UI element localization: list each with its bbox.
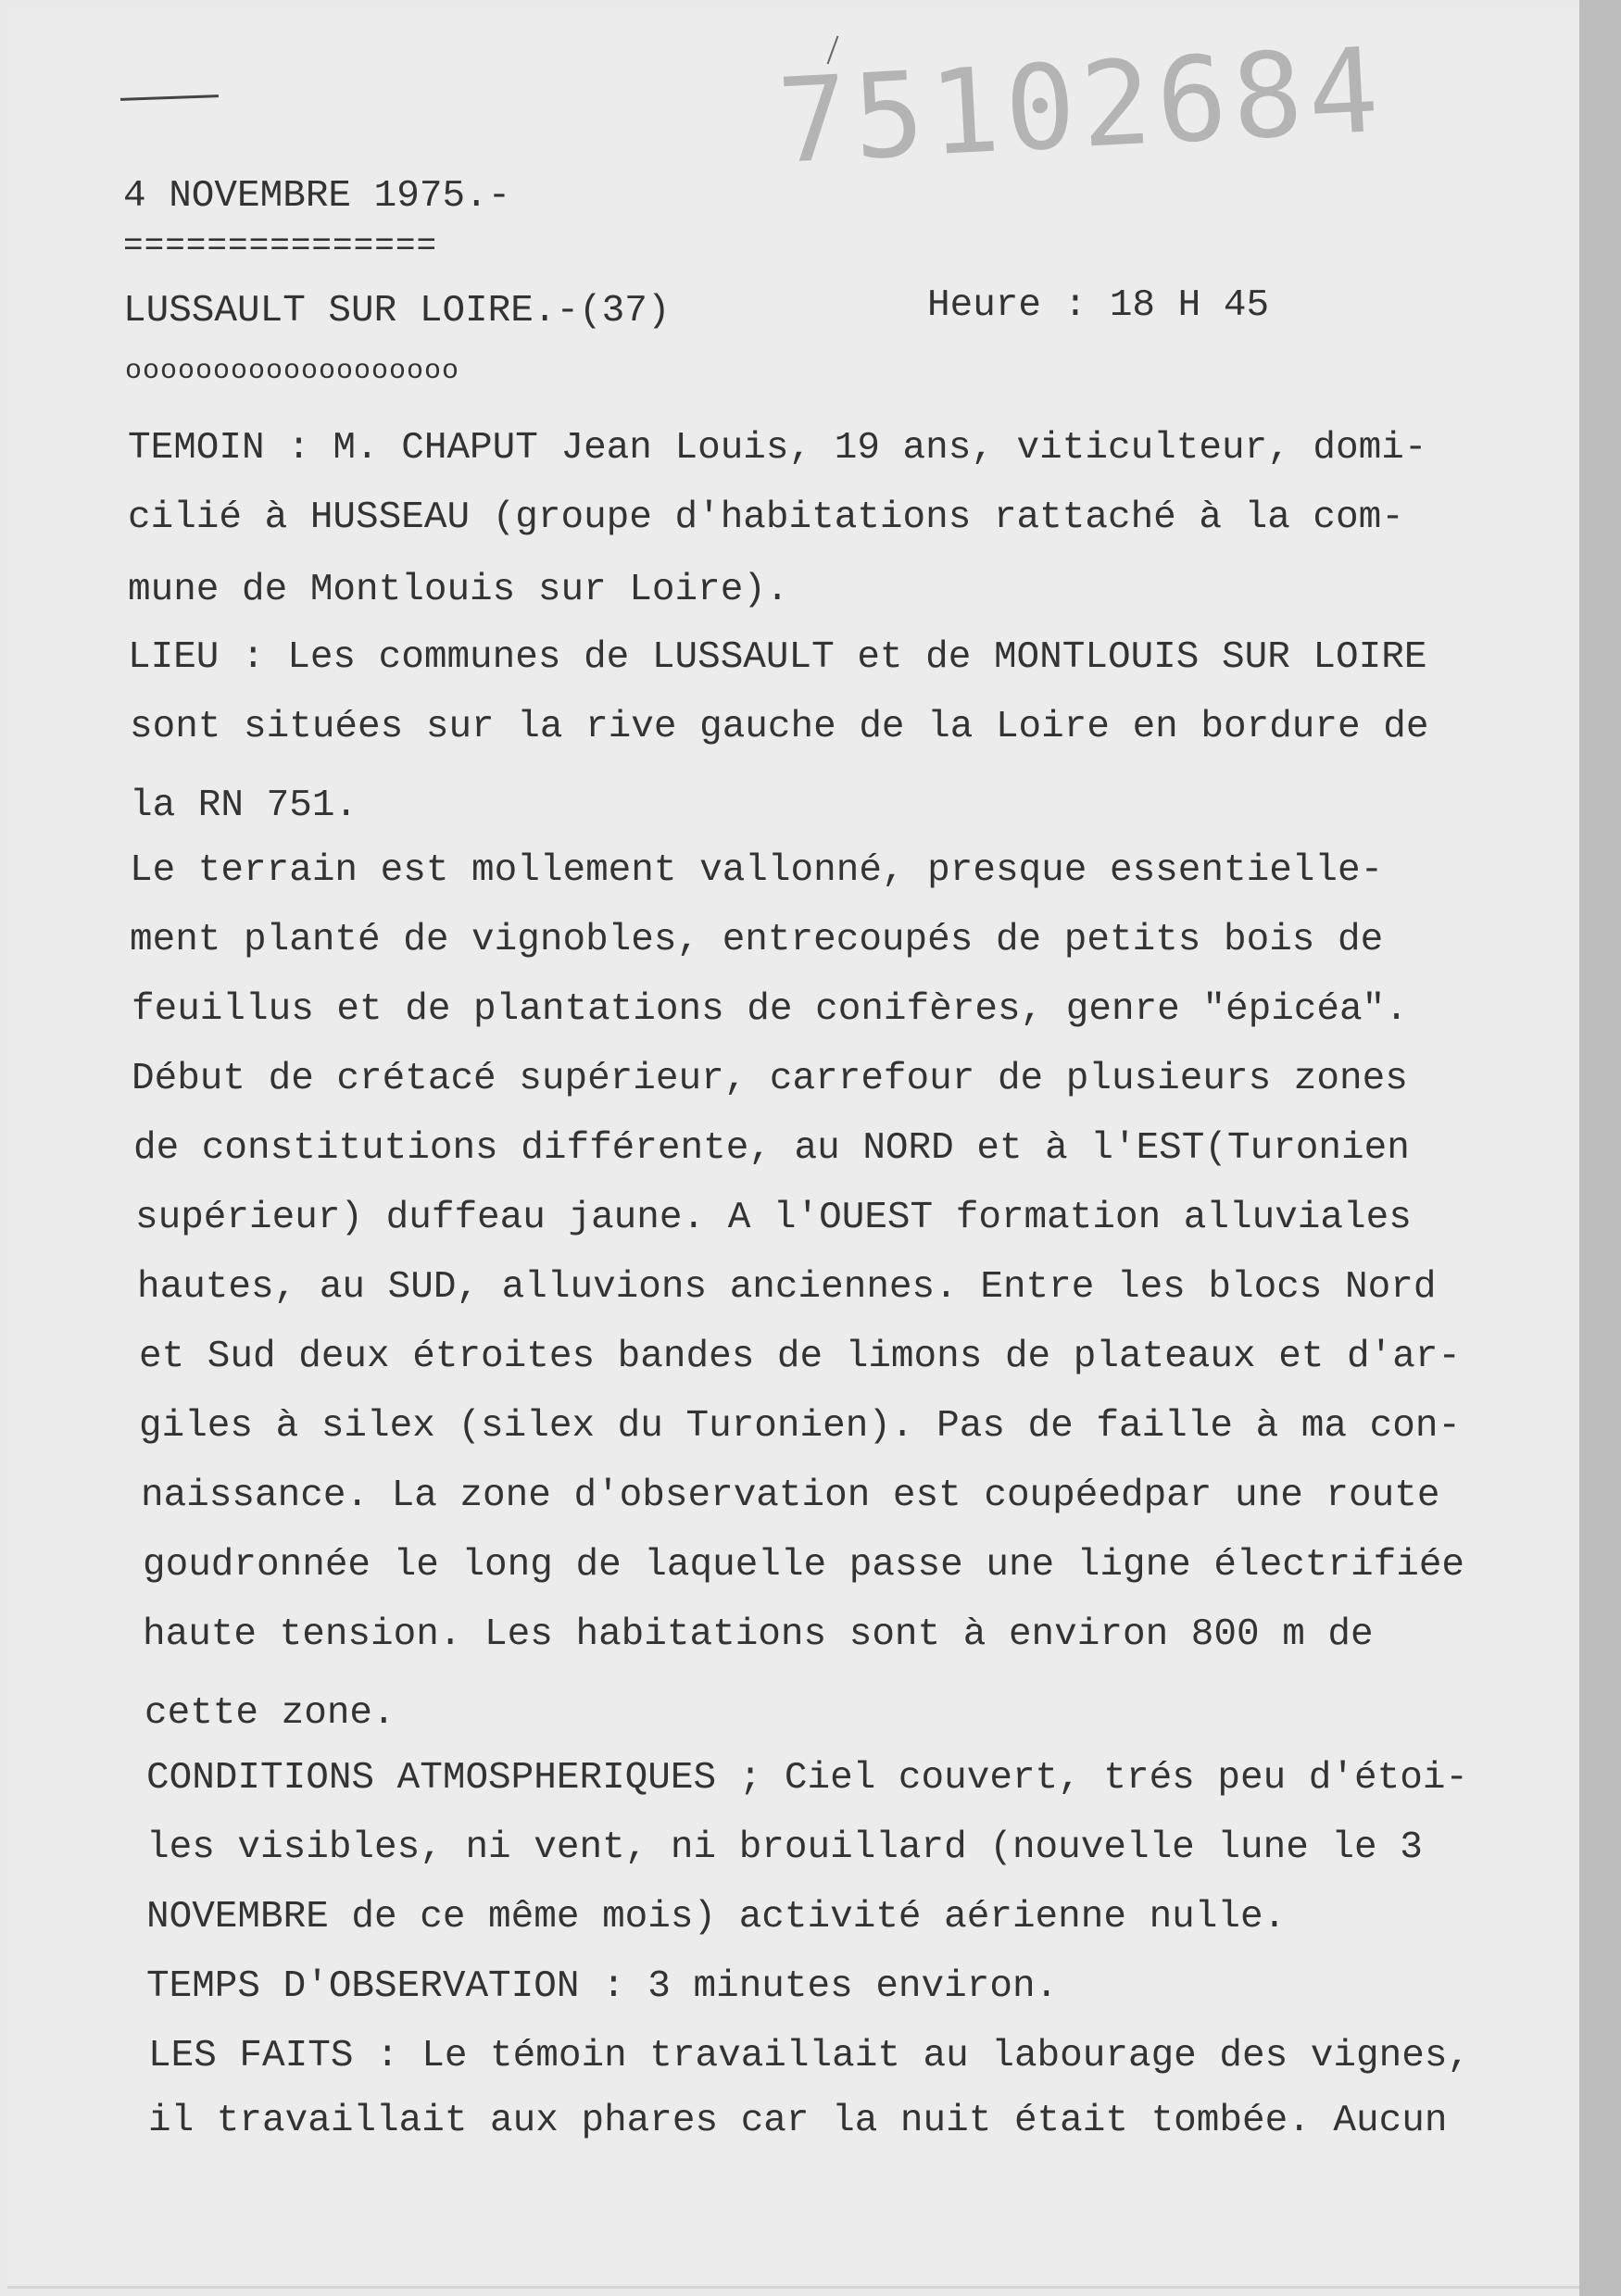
text-line: de constitutions différente, au NORD et à l'EST(Turonien	[133, 1127, 1410, 1170]
text-line: Le terrain est mollement vallonné, presque essentielle-	[130, 849, 1384, 892]
text-line: LIEU : Les communes de LUSSAULT et de MONTLOUIS SUR LOIRE	[128, 636, 1427, 679]
text-line: cilié à HUSSEAU (groupe d'habitations rattaché à la com-	[128, 496, 1404, 539]
text-line: giles à silex (silex du Turonien). Pas de faille à ma con-	[139, 1405, 1462, 1448]
text-line: LES FAITS : Le témoin travaillait au labourage des vignes,	[148, 2035, 1471, 2077]
text-line: naissance. La zone d'observation est coupéedpar une route	[141, 1474, 1440, 1517]
report-time: Heure : 18 H 45	[927, 284, 1270, 327]
text-line: ment planté de vignobles, entrecoupés de petits bois de	[130, 919, 1384, 961]
text-line: NOVEMBRE de ce même mois) activité aérienne nulle.	[146, 1896, 1287, 1938]
text-line: les visibles, ni vent, ni brouillard (nouvelle lune le 3	[146, 1826, 1423, 1869]
text-line: et Sud deux étroites bandes de limons de plateaux et d'ar-	[139, 1336, 1462, 1378]
text-line: TEMPS D'OBSERVATION : 3 minutes environ.	[146, 1965, 1059, 2008]
location-underline: ooooooooooooooooooo	[125, 356, 460, 387]
text-line: feuillus et de plantations de conifères, genre "épicéa".	[132, 988, 1408, 1031]
report-location: LUSSAULT SUR LOIRE.-(37)	[123, 290, 671, 332]
text-line: TEMOIN : M. CHAPUT Jean Louis, 19 ans, viticulteur, domi-	[128, 427, 1427, 470]
report-date: 4 NOVEMBRE 1975.-	[123, 175, 511, 218]
scan-shadow	[1579, 0, 1621, 2296]
date-underline: ===============	[123, 227, 438, 265]
text-line: Début de crétacé supérieur, carrefour de plusieurs zones	[132, 1058, 1408, 1100]
text-line: sont situées sur la rive gauche de la Loire en bordure de	[130, 706, 1429, 748]
text-line: cette zone.	[145, 1692, 396, 1735]
text-line: supérieur) duffeau jaune. A l'OUEST formation alluviales	[135, 1197, 1412, 1239]
text-line: goudronnée le long de laquelle passe une ligne électrifiée	[143, 1544, 1465, 1587]
text-line: hautes, au SUD, alluvions anciennes. Entre les blocs Nord	[137, 1266, 1437, 1309]
text-line: CONDITIONS ATMOSPHERIQUES ; Ciel couvert, trés peu d'étoi-	[146, 1757, 1469, 1800]
text-line: la RN 751.	[130, 784, 358, 827]
text-line: il travaillait aux phares car la nuit était tombée. Aucun	[148, 2100, 1448, 2142]
archive-stamp-number: 75102684	[774, 21, 1388, 190]
text-line: haute tension. Les habitations sont à environ 800 m de	[143, 1613, 1374, 1656]
text-line: mune de Montlouis sur Loire).	[128, 569, 789, 611]
